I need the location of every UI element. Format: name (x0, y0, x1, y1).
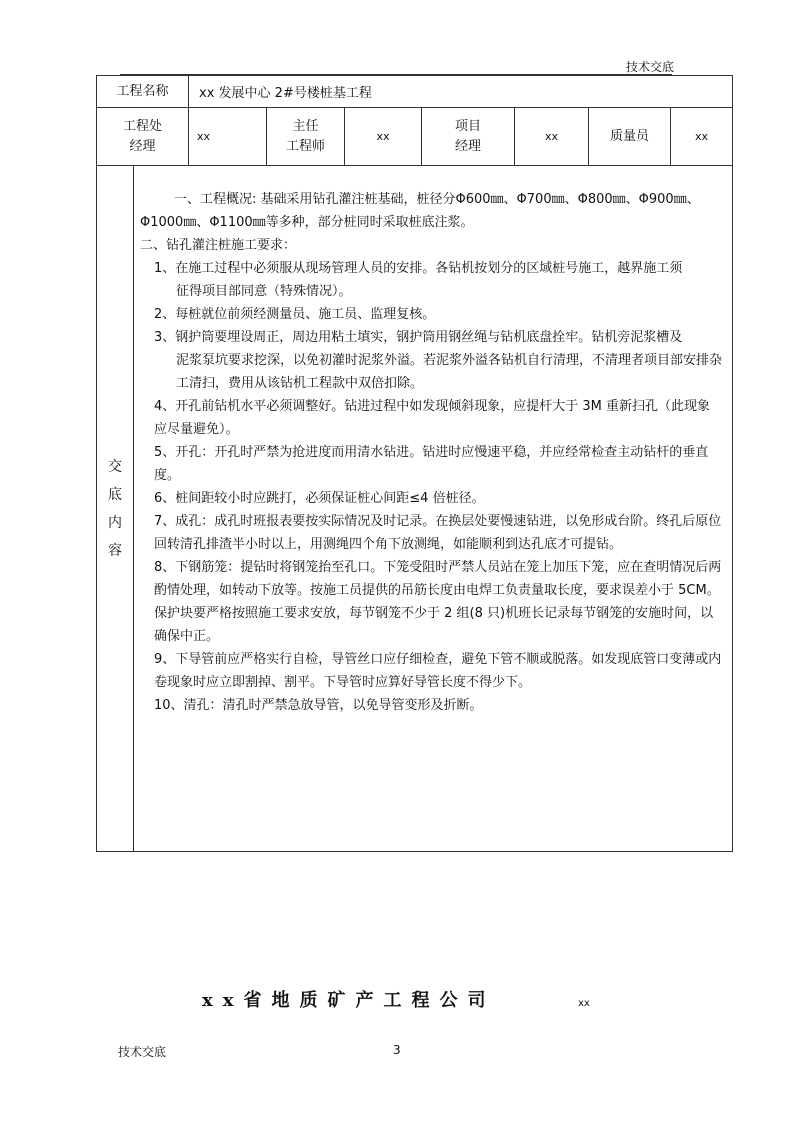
chief-engineer-label: 主任 工程师 (267, 108, 345, 166)
quality-inspector-value: xx (671, 108, 733, 166)
list-item: 3、钢护筒要埋设周正，周边用粘土填实，钢护筒用钢丝绳与钻机底盘拴牢。钻机旁泥浆槽及 泥浆泵坑要求挖深，以免初灌时泥浆外溢。若泥浆外溢各钻机自行清理，不清理者项目部安排杂工清扫，费用从该钻机工程款中双倍扣除。 (154, 330, 723, 391)
section-2-title: 二、钻孔灌注桩施工要求： (140, 238, 297, 253)
side-char: 底 (108, 486, 122, 503)
list-item: 8、下钢筋笼：提钻时将钢笼抬至孔口。下笼受阻时严禁人员站在笼上加压下笼，应在查明情况后两酌情处理，如转动下放等。按施工员提供的吊筋长度由电焊工负责量取长度，要求误差小于 5CM。保护块要严格按照施工要求安放，每节钢笼不少于 2 组(8 只)机班长记录每节钢笼的安施时间，以确保中正。 (154, 560, 722, 644)
list-item: 4、开孔前钻机水平必须调整好。钻进过程中如发现倾斜现象，应提杆大于 3M 重新扫孔（此现象应尽量避免）。 (154, 399, 711, 437)
disclosure-content-label (97, 166, 134, 852)
list-item: 1、在施工过程中必须服从现场管理人员的安排。各钻机按划分的区域桩号施工，越界施工须 征得项目部同意（特殊情况）。 (154, 261, 683, 299)
disclosure-content (134, 166, 733, 852)
disclosure-table (96, 75, 733, 852)
project-overview: 一、工程概况: 基础采用钻孔灌注桩基础，桩径分Φ600㎜、Φ700㎜、Φ800㎜、Φ900㎜、Φ1000㎜、Φ1100㎜等多种，部分桩同时采取桩底注浆。 (140, 192, 700, 230)
project-name-label: 工程名称 (97, 76, 189, 108)
quality-inspector-label: 质量员 (589, 108, 671, 166)
project-manager-label: 项目 经理 (422, 108, 515, 166)
side-char: 交 (108, 458, 122, 475)
page-number: 3 (393, 1043, 401, 1057)
project-manager-value: xx (515, 108, 589, 166)
list-item: 9、下导管前应严格实行自检，导管丝口应仔细检查，避免下管不顺或脱落。如发现底管口变薄或内卷现象时应立即割掉、割平。下导管时应算好导管长度不得少下。 (154, 652, 722, 690)
list-item: 6、桩间距较小时应跳打，必须保证桩心间距≤4 倍桩径。 (154, 491, 485, 506)
list-item: 7、成孔：成孔时班报表要按实际情况及时记录。在换层处要慢速钻进，以免形成台阶。终孔后原位回转清孔排渣半小时以上，用测绳四个角下放测绳，如能顺利到达孔底才可提钻。 (154, 514, 722, 552)
project-name-value: xx 发展中心 2#号楼桩基工程 (189, 76, 733, 108)
chief-engineer-value: xx (345, 108, 422, 166)
company-name: xx省地质矿产工程公司 (202, 990, 496, 1011)
side-char: 容 (108, 542, 122, 559)
side-char: 内 (108, 514, 122, 531)
list-item: 10、清孔：清孔时严禁急放导管，以免导管变形及折断。 (154, 698, 483, 713)
header-doc-type: 技术交底 (626, 60, 675, 74)
footer-doc-type: 技术交底 (118, 1045, 167, 1059)
list-item: 2、每桩就位前须经测量员、施工员、监理复核。 (154, 307, 436, 322)
manager-label: 工程处 经理 (97, 108, 189, 166)
manager-value: xx (189, 108, 267, 166)
list-item: 5、开孔：开孔时严禁为抢进度而用清水钻进。钻进时应慢速平稳，并应经常检查主动钻杆的垂直度。 (154, 445, 709, 483)
company-suffix: xx (578, 998, 590, 1009)
